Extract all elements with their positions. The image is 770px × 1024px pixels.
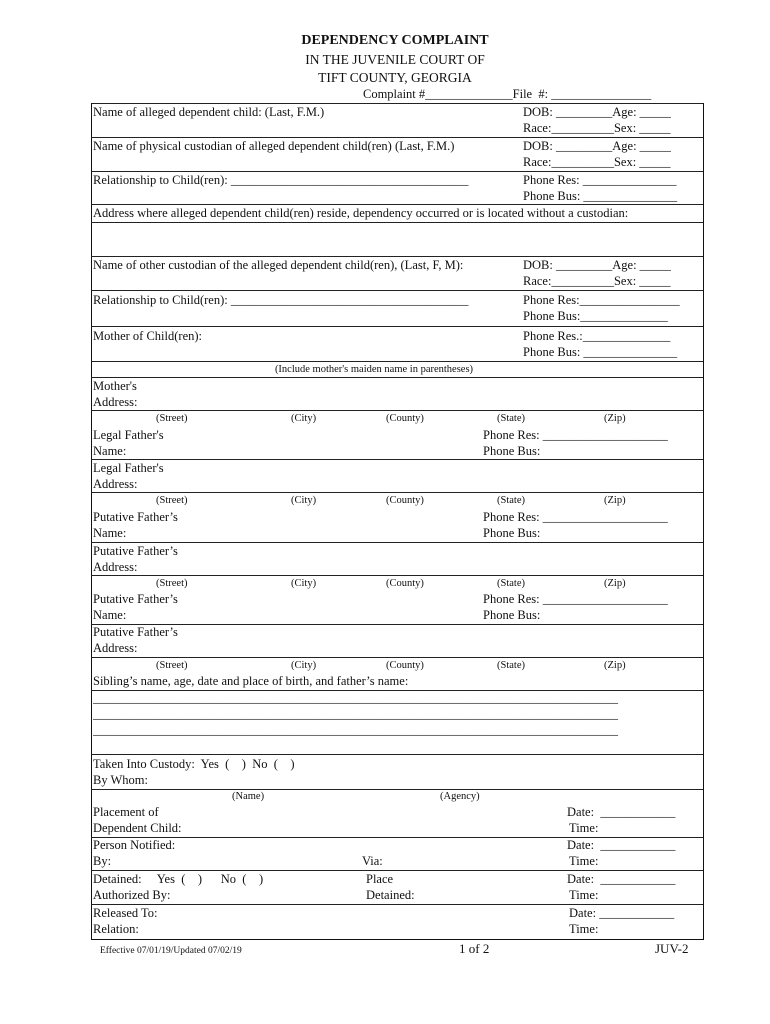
putative-father-1-address-label-1: Putative Father’s	[93, 544, 178, 558]
other-custodian-phone-res[interactable]: Phone Res:________________	[523, 293, 680, 307]
street-caption: (Street)	[156, 578, 188, 589]
relation-label: Relation:	[93, 922, 139, 936]
putative-father-2-phone-res[interactable]: Phone Res: ____________________	[483, 592, 668, 606]
name-caption: (Name)	[232, 791, 265, 802]
divider	[91, 290, 703, 291]
divider	[91, 870, 703, 871]
complaint-file-number[interactable]: Complaint #______________File #: ________________	[363, 87, 652, 101]
court-line-1: IN THE JUVENILE COURT OF	[305, 52, 485, 67]
putative-father-2-name-label-1: Putative Father’s	[93, 592, 178, 606]
zip-caption: (Zip)	[604, 578, 626, 589]
divider	[91, 624, 703, 625]
putative-father-1-name-label-2: Name:	[93, 526, 127, 540]
zip-caption: (Zip)	[604, 495, 626, 506]
county-caption: (County)	[386, 660, 424, 671]
putative-father-2-address-label-2: Address:	[93, 641, 138, 655]
court-line-2: TIFT COUNTY, GEORGIA	[318, 70, 472, 85]
divider	[91, 171, 703, 172]
released-date[interactable]: Date: ____________	[569, 906, 675, 920]
notified-time[interactable]: Time:	[569, 854, 599, 868]
putative-father-2-name-label-2: Name:	[93, 608, 127, 622]
divider	[91, 459, 703, 460]
city-caption: (City)	[291, 660, 317, 671]
released-time[interactable]: Time:	[569, 922, 599, 936]
placement-time[interactable]: Time:	[569, 821, 599, 835]
county-caption: (County)	[386, 495, 424, 506]
custodian-dob-age[interactable]: DOB: _________Age: _____	[523, 139, 671, 153]
mother-address-label-1: Mother's	[93, 379, 137, 393]
sibling-line-1[interactable]: ____________________________________________________________________________________	[93, 691, 618, 705]
detained-date[interactable]: Date: ____________	[567, 872, 676, 886]
effective-date: Effective 07/01/19/Updated 07/02/19	[100, 946, 242, 956]
maiden-name-note: (Include mother's maiden name in parentheses)	[274, 364, 474, 375]
page-number: 1 of 2	[459, 941, 490, 956]
divider	[91, 410, 703, 411]
divider	[91, 256, 703, 257]
mother-address-label-2: Address:	[93, 395, 138, 409]
putative-father-2-phone-bus[interactable]: Phone Bus:	[483, 608, 541, 622]
other-custodian-name-label: Name of other custodian of the alleged dependent child(ren), (Last, F, M):	[93, 258, 464, 272]
custodian-name-label: Name of physical custodian of alleged dependent child(ren) (Last, F.M.)	[93, 139, 455, 153]
by-whom-label: By Whom:	[93, 773, 148, 787]
person-notified-label: Person Notified:	[93, 838, 176, 852]
legal-father-address-label-1: Legal Father's	[93, 461, 164, 475]
child-dob-age[interactable]: DOB: _________Age: _____	[523, 105, 671, 119]
putative-father-1-name-label-1: Putative Father’s	[93, 510, 178, 524]
divider	[91, 575, 703, 576]
authorized-by-label: Authorized By:	[93, 888, 171, 902]
street-caption: (Street)	[156, 495, 188, 506]
city-caption: (City)	[291, 495, 317, 506]
frame-left	[91, 103, 92, 940]
city-caption: (City)	[291, 578, 317, 589]
legal-father-phone-bus[interactable]: Phone Bus:	[483, 444, 541, 458]
siblings-label: Sibling’s name, age, date and place of birth, and father’s name:	[93, 674, 409, 688]
mother-phone-bus[interactable]: Phone Bus: _______________	[523, 345, 678, 359]
street-caption: (Street)	[156, 660, 188, 671]
mother-phone-res[interactable]: Phone Res.:______________	[523, 329, 671, 343]
divider	[91, 377, 703, 378]
other-custodian-race-sex[interactable]: Race:__________Sex: _____	[523, 274, 671, 288]
residence-address-label: Address where alleged dependent child(ren) reside, dependency occurred or is located without a custodian:	[93, 206, 629, 220]
state-caption: (State)	[497, 495, 525, 506]
county-caption: (County)	[386, 578, 424, 589]
form-title: DEPENDENCY COMPLAINT	[301, 33, 489, 48]
notified-via-label: Via:	[362, 854, 383, 868]
other-custodian-dob-age[interactable]: DOB: _________Age: _____	[523, 258, 671, 272]
zip-caption: (Zip)	[604, 660, 626, 671]
sibling-line-2[interactable]: ____________________________________________________________________________________	[93, 707, 618, 721]
taken-into-custody[interactable]: Taken Into Custody: Yes ( ) No ( )	[93, 757, 295, 771]
street-caption: (Street)	[156, 413, 188, 424]
legal-father-address-label-2: Address:	[93, 477, 138, 491]
detained-time[interactable]: Time:	[569, 888, 599, 902]
legal-father-phone-res[interactable]: Phone Res: ____________________	[483, 428, 668, 442]
released-to-label: Released To:	[93, 906, 158, 920]
divider	[91, 492, 703, 493]
sibling-line-3[interactable]: ____________________________________________________________________________________	[93, 723, 618, 737]
frame-right	[703, 103, 704, 940]
child-name-label: Name of alleged dependent child: (Last, F.M.)	[93, 105, 325, 119]
divider	[91, 542, 703, 543]
custodian-race-sex[interactable]: Race:__________Sex: _____	[523, 155, 671, 169]
placement-label-2: Dependent Child:	[93, 821, 182, 835]
divider	[91, 204, 703, 205]
custodian-phone-res[interactable]: Phone Res: _______________	[523, 173, 677, 187]
placement-label-1: Placement of	[93, 805, 159, 819]
divider	[91, 222, 703, 223]
divider	[91, 326, 703, 327]
state-caption: (State)	[497, 660, 525, 671]
other-custodian-phone-bus[interactable]: Phone Bus:______________	[523, 309, 668, 323]
child-race-sex[interactable]: Race:__________Sex: _____	[523, 121, 671, 135]
divider	[91, 789, 703, 790]
detained-yes-no[interactable]: Detained: Yes ( ) No ( )	[93, 872, 264, 886]
city-caption: (City)	[291, 413, 317, 424]
state-caption: (State)	[497, 413, 525, 424]
state-caption: (State)	[497, 578, 525, 589]
placement-date[interactable]: Date: ____________	[567, 805, 676, 819]
form-id: JUV-2	[655, 941, 689, 956]
divider	[91, 657, 703, 658]
frame-bottom	[91, 939, 704, 940]
custodian-phone-bus[interactable]: Phone Bus: _______________	[523, 189, 678, 203]
legal-father-name-label-1: Legal Father's	[93, 428, 164, 442]
mother-label: Mother of Child(ren):	[93, 329, 203, 343]
other-custodian-relationship[interactable]: Relationship to Child(ren): ______________________________________	[93, 293, 469, 307]
notified-date[interactable]: Date: ____________	[567, 838, 676, 852]
place-detained-label-2: Detained:	[366, 888, 415, 902]
putative-father-1-phone-bus[interactable]: Phone Bus:	[483, 526, 541, 540]
divider	[91, 754, 703, 755]
place-detained-label-1: Place	[366, 872, 394, 886]
legal-father-name-label-2: Name:	[93, 444, 127, 458]
frame-top	[91, 103, 703, 104]
notified-by-label: By:	[93, 854, 112, 868]
custodian-relationship[interactable]: Relationship to Child(ren): ______________________________________	[93, 173, 469, 187]
agency-caption: (Agency)	[440, 791, 480, 802]
putative-father-1-phone-res[interactable]: Phone Res: ____________________	[483, 510, 668, 524]
putative-father-2-address-label-1: Putative Father’s	[93, 625, 178, 639]
putative-father-1-address-label-2: Address:	[93, 560, 138, 574]
divider	[91, 904, 703, 905]
divider	[91, 137, 703, 138]
county-caption: (County)	[386, 413, 424, 424]
divider	[91, 361, 703, 362]
zip-caption: (Zip)	[604, 413, 626, 424]
